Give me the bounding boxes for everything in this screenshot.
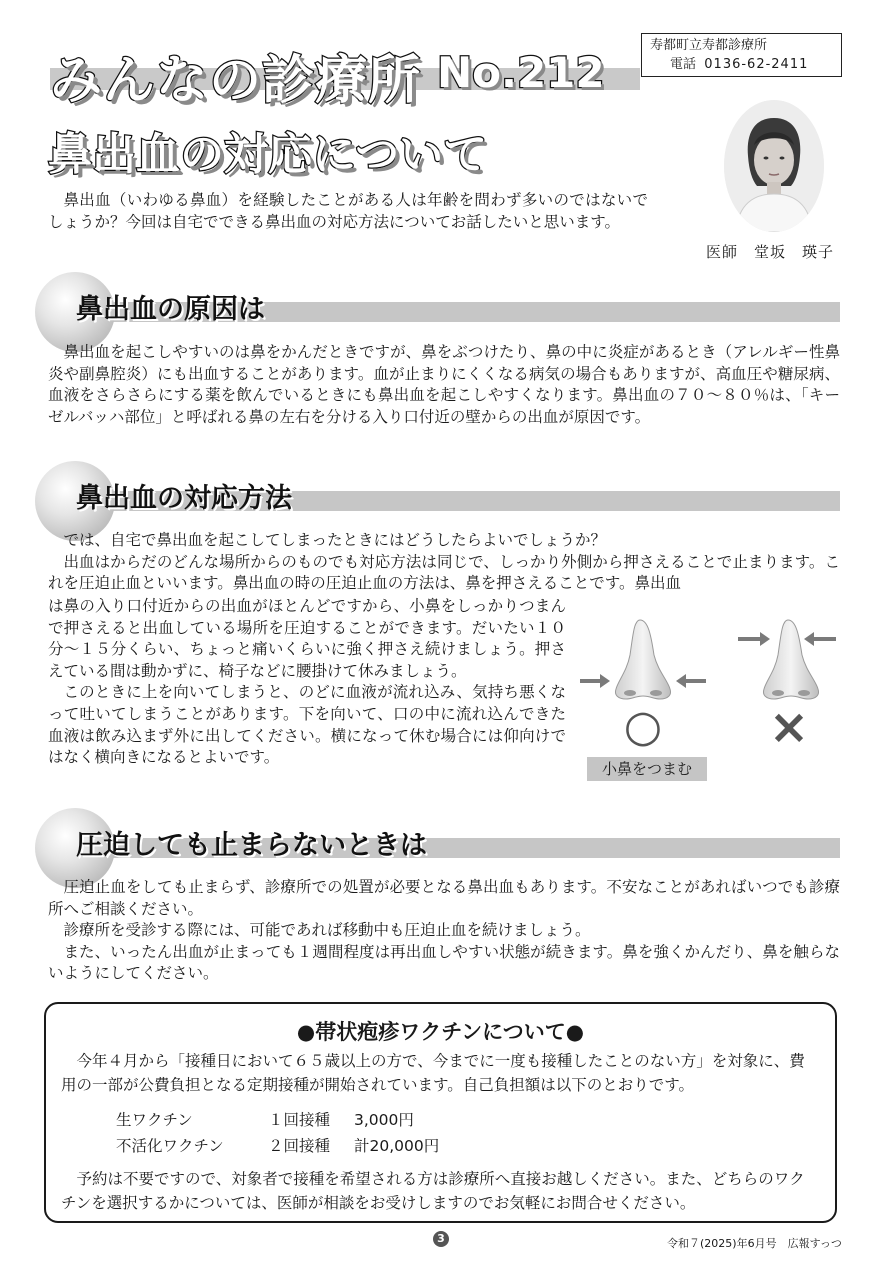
causes-paragraph: 鼻出血を起こしやすいのは鼻をかんだときですが、鼻をぶつけたり、鼻の中に炎症があるとき（アレルギー性鼻炎や副鼻腔炎）にも出血することがあります。血が止まりにくくなる病気の場合もありますが、高血圧や糖尿病、血液をさらさらにする薬を飲んでいるときにも鼻出血を起こしやすくなります。鼻出血の７０～８０％は、「キーゼルバッハ部位」と呼ばれる鼻の左右を分ける入り口付近の壁からの出血が原因です。 [48, 343, 840, 426]
treatment-paragraph: は鼻の入り口付近からの出血がほとんどですから、小鼻をしっかりつまんで押さえると出血している場所を圧迫することができます。だいたい１０分～１５分くらい、ちょっと痛いくらいに強く押さえ続けましょう。押さえている間は動かずに、椅子などに腰掛けて休みましょう。 [48, 597, 566, 680]
article-title: 鼻出血の対応について [48, 129, 488, 180]
treatment-paragraph: では、自宅で鼻出血を起こしてしまったときにはどうしたらよいでしょうか？ [63, 531, 607, 549]
doctor-name: 医師 堂坂 瑛子 [706, 243, 835, 261]
figure-caption: 小鼻をつまむ [587, 757, 707, 781]
vaccine-outro [61, 1168, 820, 1215]
page-number: 3 [433, 1231, 449, 1247]
vaccine-title: ●帯状疱疹ワクチンについて● [296, 1020, 585, 1044]
section-title-treatment: 鼻出血の対応方法 [76, 483, 292, 514]
vaccine-row [116, 1134, 439, 1156]
phone-label: 電話 [670, 57, 697, 72]
treatment-paragraph: 出血はからだのどんな場所からのものでも対応方法は同じで、しっかり外側から押さえることで止まります。これを圧迫止血といいます。鼻出血の時の圧迫止血の方法は、鼻を押さえることです。鼻出血 [48, 552, 840, 593]
treatment-text-narrow [48, 596, 566, 769]
vaccine-price: 計20,000円 [354, 1137, 440, 1155]
vaccine-intro-paragraph: 今年４月から「接種日において６５歳以上の方で、今までに一度も接種したことのない方」を対象に、費用の一部が公費負担となる定期接種が開始されています。自己負担額は以下のとおりです。 [61, 1052, 805, 1094]
vaccine-price: 3,000円 [354, 1111, 414, 1129]
unstoppable-paragraph: また、いったん出血が止まっても１週間程度は再出血しやすい状態が続きます。鼻を強くかんだり、鼻を触らないようにしてください。 [48, 942, 840, 983]
vaccine-outro-paragraph: 予約は不要ですので、対象者で接種を希望される方は診療所へ直接お越しください。また、どちらのワクチンを選択するかについては、医師が相談をお受けしますのでお気軽にお問合せください。 [61, 1170, 805, 1212]
wrong-mark: × [768, 699, 810, 755]
causes-text [48, 342, 840, 428]
intro-paragraph: 鼻出血（いわゆる鼻血）を経験したことがある人は年齢を問わず多いのではないでしょうか？今回は自宅でできる鼻出血の対応方法についてお話したいと思います。 [48, 191, 648, 231]
vaccine-name: 不活化ワクチン [116, 1137, 224, 1155]
correct-mark: ○ [623, 701, 663, 752]
vaccine-doses: １回接種 [268, 1111, 331, 1129]
issue-number: No.212 [437, 48, 605, 97]
vaccine-row [116, 1108, 414, 1130]
nose-wrong-icon [738, 620, 836, 699]
nose-correct-icon [580, 620, 706, 699]
section-title-causes: 鼻出血の原因は [76, 294, 265, 325]
unstoppable-text [48, 877, 840, 985]
vaccine-name: 生ワクチン [116, 1111, 193, 1129]
series-title: みんなの診療所 [50, 51, 422, 111]
clinic-name: 寿都町立寿都診療所 [650, 38, 768, 53]
doctor-photo [724, 100, 824, 232]
footer-issue: 令和７(2025)年6月号 広報すっつ [667, 1237, 842, 1250]
treatment-paragraph: このときに上を向いてしまうと、のどに血液が流れ込み、気持ち悪くなって吐いてしまうことがあります。下を向いて、口の中に流れ込んできた血液は飲み込まず外に出してください。横になって休む場合には仰向けではなく横向きになるとよいです。 [48, 683, 566, 767]
vaccine-box [44, 1002, 837, 1223]
phone-number: 0136-62-2411 [704, 57, 809, 72]
vaccine-doses: ２回接種 [268, 1137, 331, 1155]
vaccine-intro [61, 1050, 820, 1097]
treatment-text-full [48, 530, 840, 595]
unstoppable-paragraph: 圧迫止血をしても止まらず、診療所での処置が必要となる鼻出血もあります。不安なことがあればいつでも診療所へご相談ください。 [48, 878, 840, 918]
doctor-portrait-image [724, 100, 824, 232]
intro-text [48, 190, 648, 233]
section-title-unstoppable: 圧迫しても止まらないときは [76, 830, 427, 861]
contact-box [641, 33, 842, 77]
unstoppable-paragraph: 診療所を受診する際には、可能であれば移動中も圧迫止血を続けましょう。 [63, 921, 591, 940]
phone-line [650, 55, 833, 74]
nose-figure [578, 615, 838, 755]
